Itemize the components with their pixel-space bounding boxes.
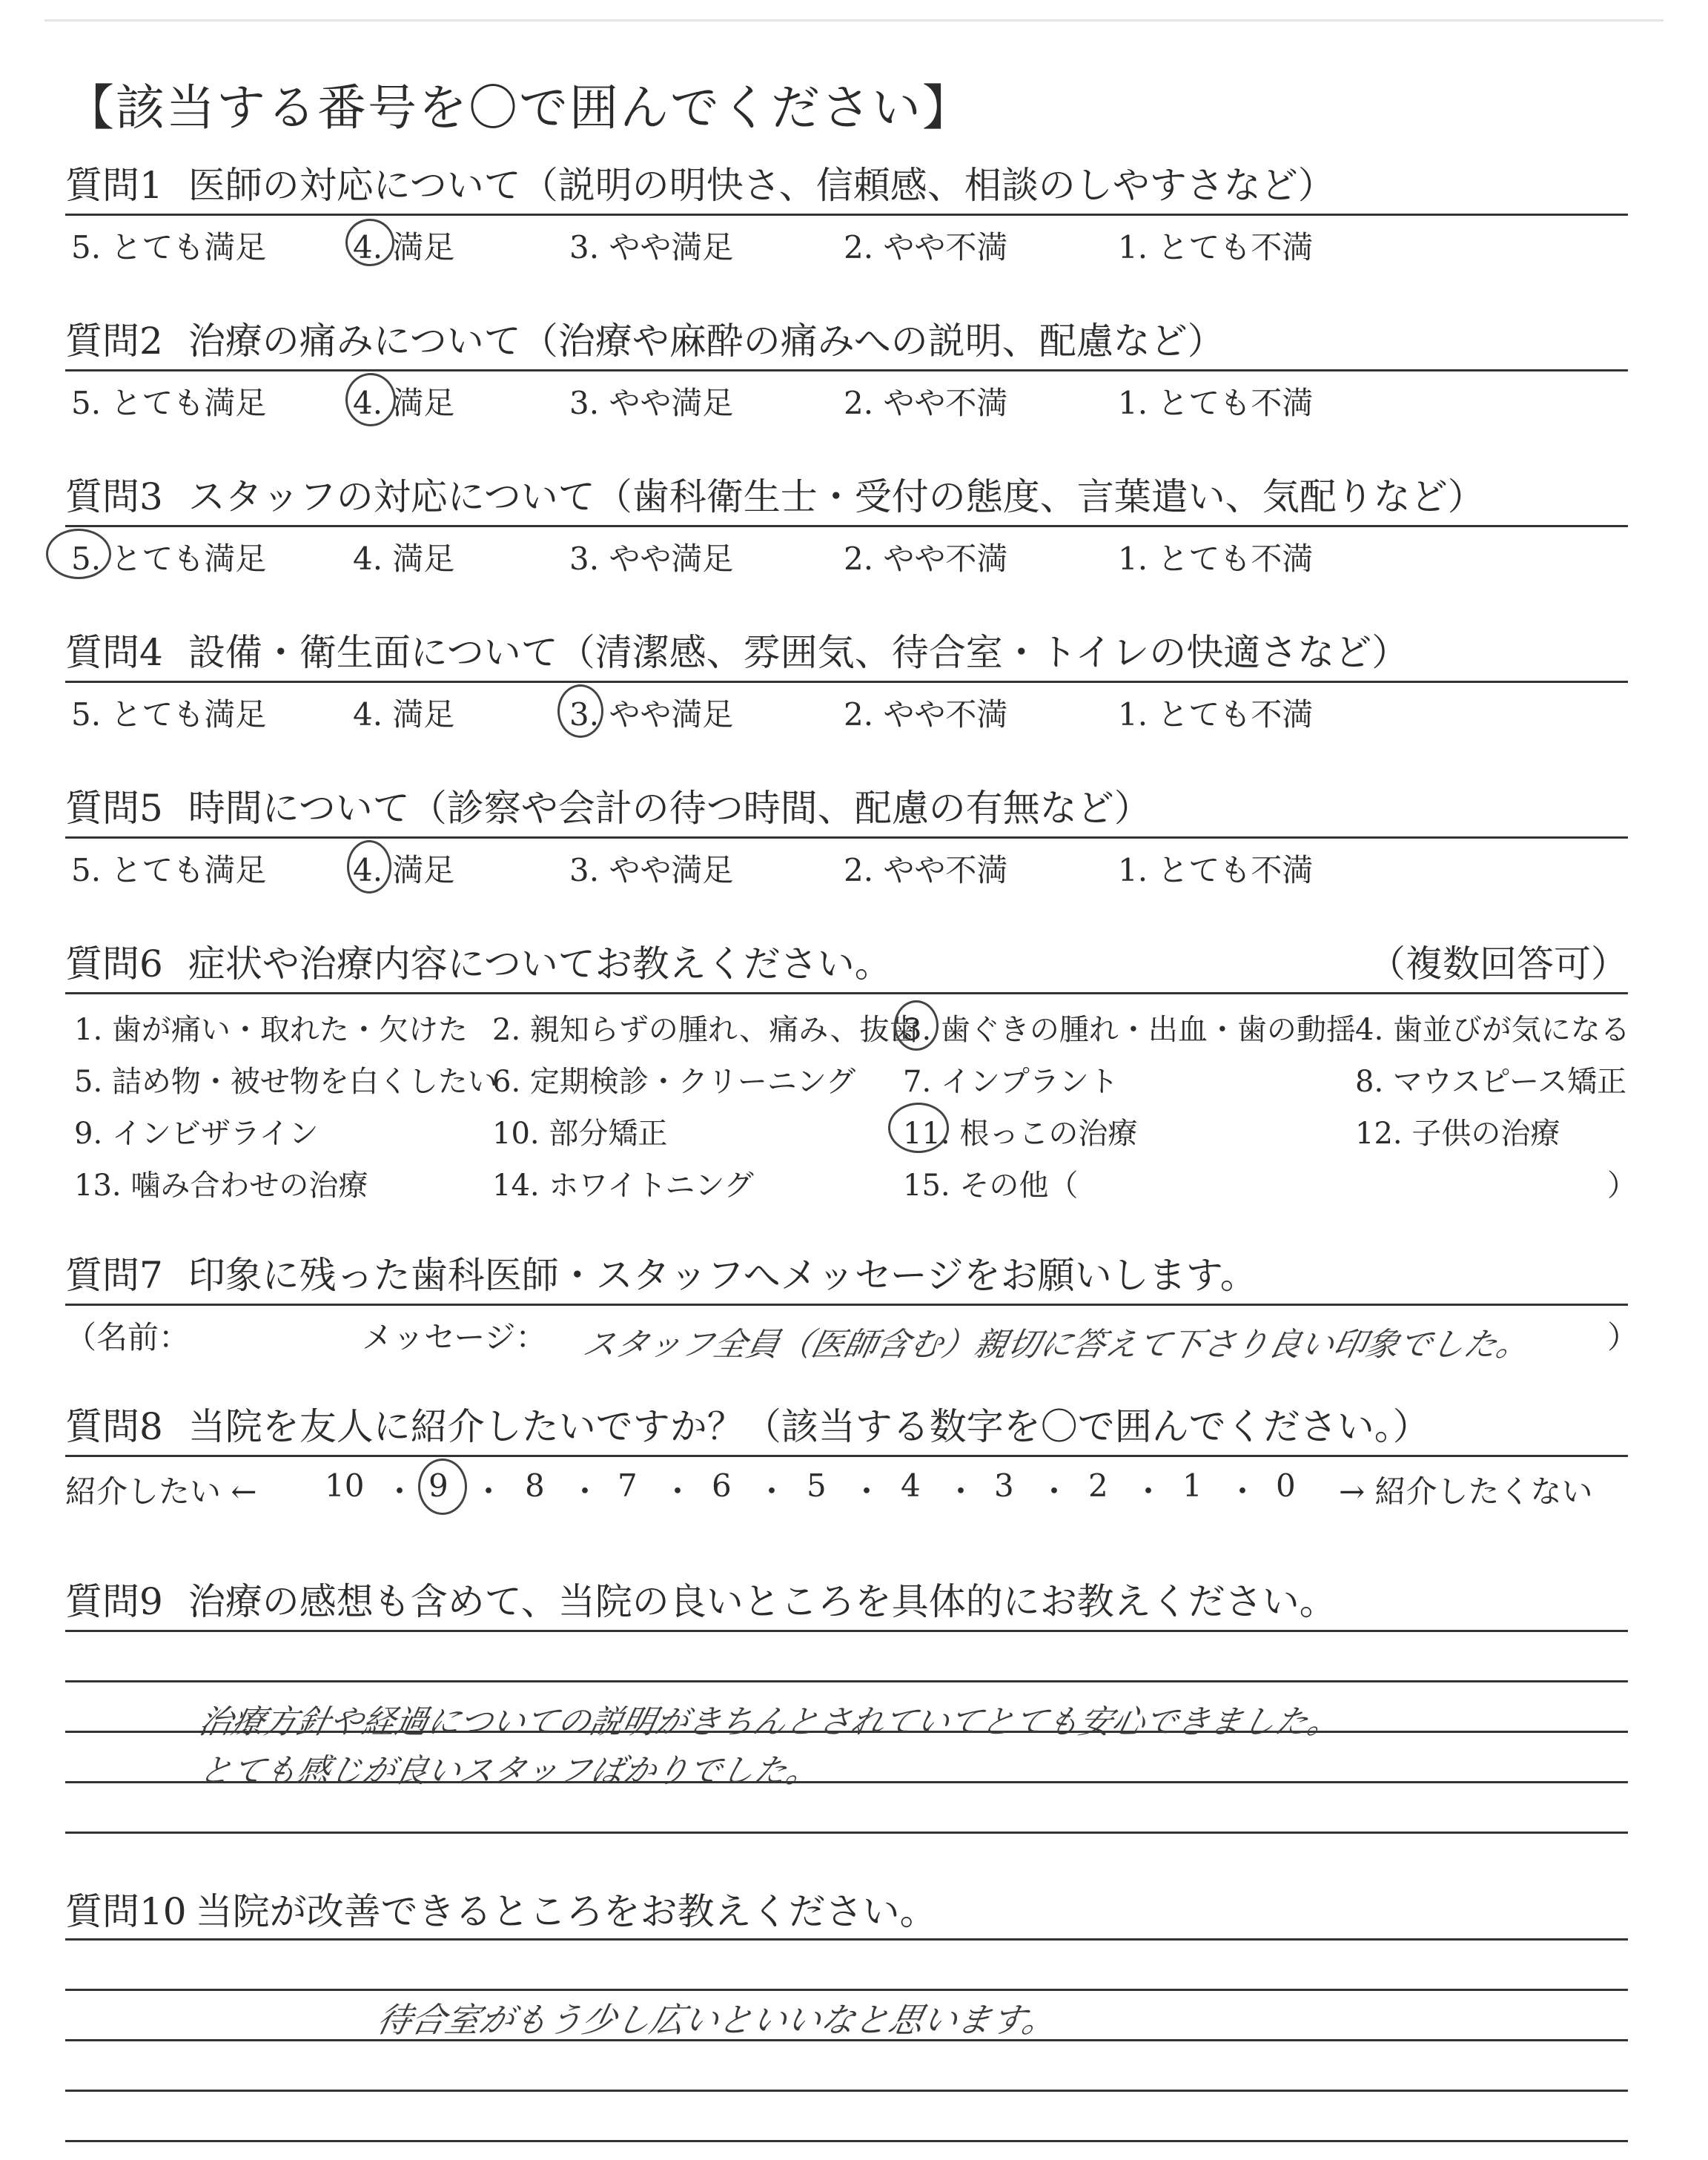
question-title: 治療の痛みについて（治療や麻酔の痛みへの説明、配慮など）: [188, 320, 1225, 363]
question-title: 時間について（診察や会計の待つ時間、配慮の有無など）: [188, 787, 1151, 830]
symptom-3[interactable]: 3. 歯ぐきの腫れ・出血・歯の動揺: [903, 1013, 1356, 1047]
question-title: 医師の対応について（説明の明快さ、信頼感、相談のしやすさなど）: [188, 164, 1335, 207]
scale-dot: ・: [1133, 1473, 1165, 1510]
question-1: [65, 162, 1628, 268]
question-title: 印象に残った歯科医師・スタッフへメッセージをお願いします。: [188, 1254, 1257, 1297]
question-7: [65, 1252, 1639, 1365]
question-number: 質問4: [65, 631, 163, 674]
question-10: [65, 1888, 1628, 1935]
top-divider: [44, 19, 1664, 22]
scale-left-label: 紹介したい ←: [65, 1473, 257, 1510]
scale-dot: ・: [473, 1473, 505, 1510]
scale-dot: ・: [1039, 1473, 1070, 1510]
page-heading: 【該当する番号を〇で囲んでください】: [65, 79, 973, 136]
rating-options: [65, 683, 1628, 735]
option-3[interactable]: 3. やや満足: [569, 385, 734, 421]
scale-5[interactable]: 5: [807, 1467, 827, 1504]
rating-options: [65, 371, 1628, 423]
option-3[interactable]: 3. やや満足: [569, 852, 734, 888]
question-title: 症状や治療内容についてお教えください。: [188, 942, 892, 985]
question-number: 質問8: [65, 1405, 163, 1448]
scale-dot: ・: [1227, 1473, 1259, 1510]
question-title: 当院が改善できるところをお教えください。: [195, 1890, 937, 1933]
option-3[interactable]: 3. やや満足: [569, 696, 734, 733]
option-4[interactable]: 4. 満足: [353, 852, 455, 888]
answer-line: [65, 1938, 1628, 1941]
scale-10[interactable]: 10: [325, 1467, 365, 1504]
question-6: [65, 940, 1637, 1209]
option-2[interactable]: 2. やや不満: [844, 229, 1008, 265]
handwritten-answer-line: 待合室がもう少し広いといいなと思います。: [373, 2000, 1062, 2040]
answer-line: [65, 1832, 1628, 1834]
scale-dot: ・: [662, 1473, 694, 1510]
option-5[interactable]: 5. とても満足: [71, 229, 267, 265]
symptom-4[interactable]: 4. 歯並びが気になる: [1355, 1013, 1630, 1047]
scale-0[interactable]: 0: [1276, 1467, 1296, 1504]
scale-9[interactable]: 9: [428, 1467, 448, 1504]
message-row: [65, 1306, 1639, 1365]
symptom-14[interactable]: 14. ホワイトニング: [492, 1169, 754, 1203]
scale-dot: ・: [945, 1473, 977, 1510]
answer-line: [65, 1630, 1628, 1632]
option-4[interactable]: 4. 満足: [353, 541, 455, 577]
option-3[interactable]: 3. やや満足: [569, 541, 734, 577]
option-2[interactable]: 2. やや不満: [844, 852, 1008, 888]
symptom-15[interactable]: 15. その他（: [903, 1169, 1079, 1203]
question-4: [65, 629, 1628, 735]
option-2[interactable]: 2. やや不満: [844, 385, 1008, 421]
scale-dot: ・: [756, 1473, 788, 1510]
symptom-5[interactable]: 5. 詰め物・被せ物を白くしたい: [74, 1065, 497, 1099]
option-1[interactable]: 1. とても不満: [1118, 229, 1314, 265]
question-number: 質問5: [65, 787, 163, 830]
symptom-12[interactable]: 12. 子供の治療: [1355, 1117, 1560, 1151]
message-close-paren: ）: [1607, 1319, 1639, 1355]
question-title: スタッフの対応について（歯科衛生士・受付の態度、言葉遣い、気配りなど）: [188, 475, 1485, 518]
scale-3[interactable]: 3: [994, 1467, 1014, 1504]
question-8: [65, 1403, 1628, 1509]
symptom-options: [65, 994, 1637, 1209]
handwritten-answer-line: とても感じが良いスタッフばかりでした。: [195, 1752, 824, 1790]
option-5[interactable]: 5. とても満足: [71, 541, 267, 577]
scale-dot: ・: [851, 1473, 883, 1510]
option-4[interactable]: 4. 満足: [353, 696, 455, 733]
question-number: 質問6: [65, 942, 163, 985]
scale-6[interactable]: 6: [712, 1467, 732, 1504]
scale-1[interactable]: 1: [1182, 1467, 1202, 1504]
rating-options: [65, 839, 1628, 891]
answer-line: [65, 2140, 1628, 2142]
other-close-paren: ）: [1607, 1169, 1637, 1203]
scale-8[interactable]: 8: [525, 1467, 545, 1504]
question-title: 設備・衛生面について（清潔感、雰囲気、待合室・トイレの快適さなど）: [188, 631, 1409, 674]
option-1[interactable]: 1. とても不満: [1118, 385, 1314, 421]
question-number: 質問7: [65, 1254, 163, 1297]
symptom-2[interactable]: 2. 親知らずの腫れ、痛み、抜歯: [492, 1013, 919, 1047]
symptom-9[interactable]: 9. インビザライン: [74, 1117, 319, 1151]
question-number: 質問1: [65, 164, 163, 207]
answer-line: [65, 2090, 1628, 2092]
scale-right-label: → 紹介したくない: [1339, 1473, 1593, 1510]
option-5[interactable]: 5. とても満足: [71, 385, 267, 421]
name-label: （名前：: [65, 1319, 191, 1355]
multiple-answer-note: （複数回答可）: [1368, 942, 1628, 985]
question-number: 質問3: [65, 475, 163, 518]
symptom-1[interactable]: 1. 歯が痛い・取れた・欠けた: [74, 1013, 468, 1047]
option-5[interactable]: 5. とても満足: [71, 852, 267, 888]
handwritten-message: スタッフ全員（医師含む）親切に答えて下さり良い印象でした。: [579, 1326, 1534, 1364]
symptom-6[interactable]: 6. 定期検診・クリーニング: [492, 1065, 856, 1099]
handwritten-answer-line: 治療方針や経過についての説明がきちんとされていてとても安心できました。: [195, 1703, 1345, 1741]
symptom-7[interactable]: 7. インプラント: [903, 1065, 1119, 1099]
recommend-scale: [65, 1457, 1628, 1509]
rating-options: [65, 527, 1628, 579]
answer-line: [65, 1989, 1628, 1991]
option-4[interactable]: 4. 満足: [353, 229, 455, 265]
rating-options: [65, 216, 1628, 268]
scale-4[interactable]: 4: [901, 1467, 921, 1504]
symptom-11[interactable]: 11. 根っこの治療: [903, 1117, 1138, 1151]
scale-dot: ・: [569, 1473, 601, 1510]
question-number: 質問2: [65, 320, 163, 363]
answer-line: [65, 1680, 1628, 1682]
option-1[interactable]: 1. とても不満: [1118, 541, 1314, 577]
question-number: 質問10: [65, 1890, 187, 1933]
option-1[interactable]: 1. とても不満: [1118, 696, 1314, 733]
symptom-8[interactable]: 8. マウスピース矯正: [1355, 1065, 1627, 1099]
symptom-10[interactable]: 10. 部分矯正: [492, 1117, 668, 1151]
option-2[interactable]: 2. やや不満: [844, 541, 1008, 577]
option-3[interactable]: 3. やや満足: [569, 229, 734, 265]
question-title: 当院を友人に紹介したいですか？（該当する数字を〇で囲んでください。）: [188, 1405, 1430, 1448]
question-3: [65, 473, 1628, 579]
question-title: 治療の感想も含めて、当院の良いところを具体的にお教えください。: [188, 1580, 1337, 1623]
question-9: [65, 1578, 1628, 1625]
option-1[interactable]: 1. とても不満: [1118, 852, 1314, 888]
scale-2[interactable]: 2: [1088, 1467, 1108, 1504]
scale-7[interactable]: 7: [618, 1467, 638, 1504]
symptom-13[interactable]: 13. 噛み合わせの治療: [74, 1169, 368, 1203]
question-5: [65, 785, 1628, 891]
scale-dot: ・: [384, 1473, 416, 1510]
option-2[interactable]: 2. やや不満: [844, 696, 1008, 733]
option-5[interactable]: 5. とても満足: [71, 696, 267, 733]
question-number: 質問9: [65, 1580, 163, 1623]
question-2: [65, 317, 1628, 423]
message-label: メッセージ：: [362, 1319, 547, 1355]
option-4[interactable]: 4. 満足: [353, 385, 455, 421]
